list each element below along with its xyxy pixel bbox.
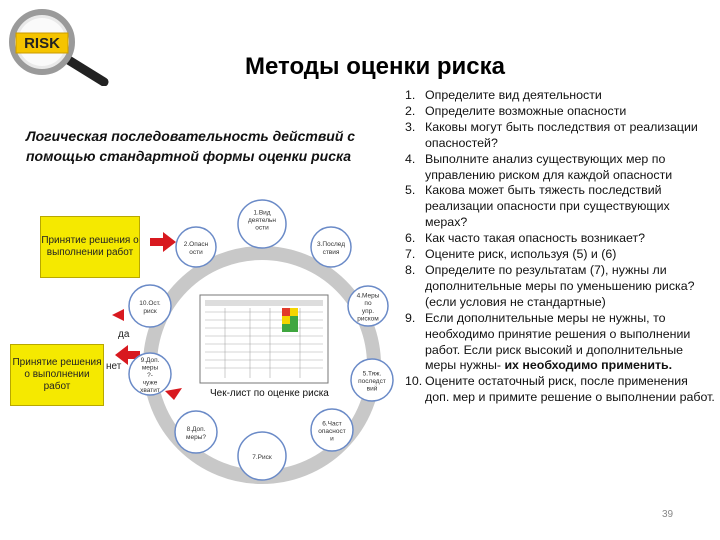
node-8-label: 8.Доп. меры?: [186, 426, 206, 441]
node-5: [351, 359, 393, 401]
step-item: 4. Выполните анализ существующих мер по управлению риском для каждой опасности: [405, 151, 673, 182]
step-item: 10. Оцените остаточный риск, после применения доп. мер и примите решение о выполнении работ.: [405, 374, 715, 405]
node-7-label: 7.Риск: [252, 454, 272, 461]
step-item: 9. Если дополнительные меры не нужны, то необходимо принятие решения о выполнении работ. Если риск высокий и дополнительные меры нужны- их необходимо применить.: [405, 310, 691, 373]
step-emphasis: их необходимо применить.: [504, 358, 673, 373]
label-no: нет: [106, 361, 122, 372]
step-item: 5. Какова может быть тяжесть последствий реализации опасности при существующих мерах?: [405, 183, 670, 230]
node-10: [129, 285, 171, 327]
step-item: 3. Каковы могут быть последствия от реализации опасностей?: [405, 119, 698, 150]
node-10-label: 10.Ост. риск: [139, 300, 161, 315]
step-item: 2. Определите возможные опасности: [405, 103, 627, 118]
node-7: [238, 432, 286, 480]
node-6: [311, 409, 353, 451]
step-item: 1. Определите вид деятельности: [405, 88, 602, 102]
node-5-label: 5.Тяж. последст вий: [358, 370, 386, 393]
logo-text: RISK: [24, 35, 60, 52]
page-title: Методы оценки риска: [244, 53, 505, 80]
step-item: 8. Определите по результатам (7), нужны ли дополнительные меры по уменьшению риска? (если условия не стандартные): [405, 262, 695, 309]
magnifier-icon: [6, 6, 116, 86]
decision-box-top: Принятие решения о выполнении работ: [40, 216, 140, 278]
step-item: 6. Как часто такая опасность возникает?: [405, 231, 646, 246]
decision-box-bottom: Принятие решения о выполнении работ: [10, 344, 104, 406]
node-2: [176, 227, 216, 267]
node-3-label: 3.Послед ствия: [316, 241, 346, 256]
step-item: 7. Оцените риск, используя (5) и (6): [405, 247, 617, 262]
steps-list: [405, 88, 715, 406]
subtitle: Логическая последовательность действий с помощью стандартной формы оценки риска: [26, 128, 356, 164]
node-9: [129, 353, 171, 395]
node-1: [238, 200, 286, 248]
label-yes: да: [118, 329, 130, 340]
node-3: [311, 227, 351, 267]
step-nodes: [0, 190, 400, 530]
node-2-label: 2.Опасн ости: [183, 241, 209, 256]
risk-logo: [6, 6, 116, 86]
node-4-label: 4.Меры по упр. риском: [356, 292, 380, 323]
node-1-label: 1.Вид деятельн ости: [248, 209, 276, 232]
node-8: [175, 411, 217, 453]
process-diagram: [0, 190, 400, 530]
node-6-label: 6.Част опасност и: [318, 420, 346, 443]
checklist-label: Чек-лист по оценке риска: [210, 388, 329, 399]
node-4: [348, 286, 388, 326]
node-9-label: 9.Доп. меры ?-чуже хватит: [140, 356, 160, 395]
page-number: 39: [662, 509, 674, 520]
